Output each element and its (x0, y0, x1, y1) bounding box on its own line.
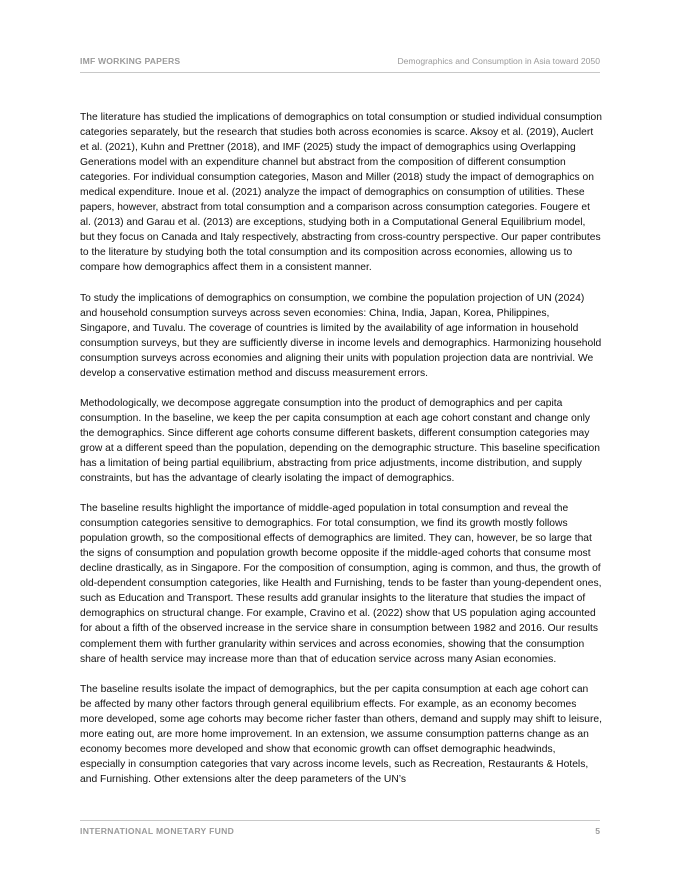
paragraph: The literature has studied the implications of demographics on total consumption or studied individual consumption categories separately, but the research that studies both across economies is scarce. Aksoy et al. (2019), Auclert et al. (2021), Kuhn and Prettner (2018), and IMF (2025) study the impact of demographics using Overlapping Generations model with an expenditure channel but abstract from the composition of different consumption categories. For individual consumption categories, Mason and Miller (2018) study the impact of demographics on medical expenditure. Inoue et al. (2021) analyze the impact of demographics on consumption of utilities. These papers, however, abstract from total consumption and a comparison across consumption categories. Fougere et al. (2013) and Garau et al. (2013) are exceptions, studying both in a Computational General Equilibrium model, but they focus on Canada and Italy respectively, abstracting from cross-country perspective. Our paper contributes to the literature by studying both the total consumption and its composition across economies, allowing us to compare how demographics affect them in a consistent manner. (80, 112, 603, 274)
page-footer (80, 826, 600, 840)
header-divider (80, 72, 600, 73)
page-number: 5 (595, 826, 600, 836)
paragraph: Methodologically, we decompose aggregate consumption into the product of demographics and per capita consumption. In the baseline, we keep the per capita consumption at each age cohort constant and change only the demographics. Since different age cohorts consume different baskets, different consumption categories may grow at a different speed than the population, depending on the demographic structure. This baseline specification has a limitation of being partial equilibrium, abstracting from price adjustments, income distribution, and supply constraints, but has the advantage of clearly isolating the impact of demographics. (80, 397, 600, 485)
footer-divider (80, 820, 600, 821)
page-header (80, 56, 600, 72)
paragraph: To study the implications of demographics on consumption, we combine the population projection of UN (2024) and household consumption surveys across seven economies: China, India, Japan, Korea, Philippines, Singapore, and Tuvalu. The coverage of countries is limited by the availability of age information in household consumption surveys, but they are sufficiently diverse in income levels and demographics. Harmonizing household consumption surveys across economies and aligning their units with population projection data are nontrivial. We develop a conservative estimation method and discuss measurement errors. (80, 292, 602, 379)
body-text (80, 110, 602, 802)
footer-org: INTERNATIONAL MONETARY FUND (80, 826, 235, 836)
running-title: Demographics and Consumption in Asia toward 2050 (397, 56, 600, 66)
paragraph: The baseline results isolate the impact of demographics, but the per capita consumption at each age cohort can be affected by many other factors through general equilibrium effects. For example, as an economy becomes more developed, some age cohorts may become richer faster than others, demand and supply may shift to leisure, more eating out, are more home improvement. In an extension, we assume consumption patterns change as an economy becomes more developed and show that economic growth can offset demographic headwinds, especially in consumption categories that vary across income levels, such as Recreation, Restaurants & Hotels, and Furnishing. Other extensions alter the deep parameters of the UN’s (80, 683, 602, 785)
series-label: IMF WORKING PAPERS (80, 56, 181, 66)
paragraph: The baseline results highlight the importance of middle-aged population in total consumption and reveal the consumption categories sensitive to demographics. For total consumption, we find its growth mostly follows population growth, so the compositional effects of demographics are limited. They can, however, be so large that the signs of consumption and population growth become opposite if the middle-aged cohorts that consume most decline drastically, as in Singapore. For the composition of consumption, aging is common, and thus, the growth of old-dependent consumption categories, like Health and Furnishing, tends to be faster than young-dependent ones, such as Education and Transport. These results add granular insights to the literature that studies the impact of demographics on structural change. For example, Cravino et al. (2022) show that US population aging accounted for about a fifth of the observed increase in the service share in consumption between 1982 and 2016. Our results complement them with further granularity within services and across economies, showing that the consumption share of health service may increase more than that of education service across many Asian economies. (80, 503, 602, 665)
